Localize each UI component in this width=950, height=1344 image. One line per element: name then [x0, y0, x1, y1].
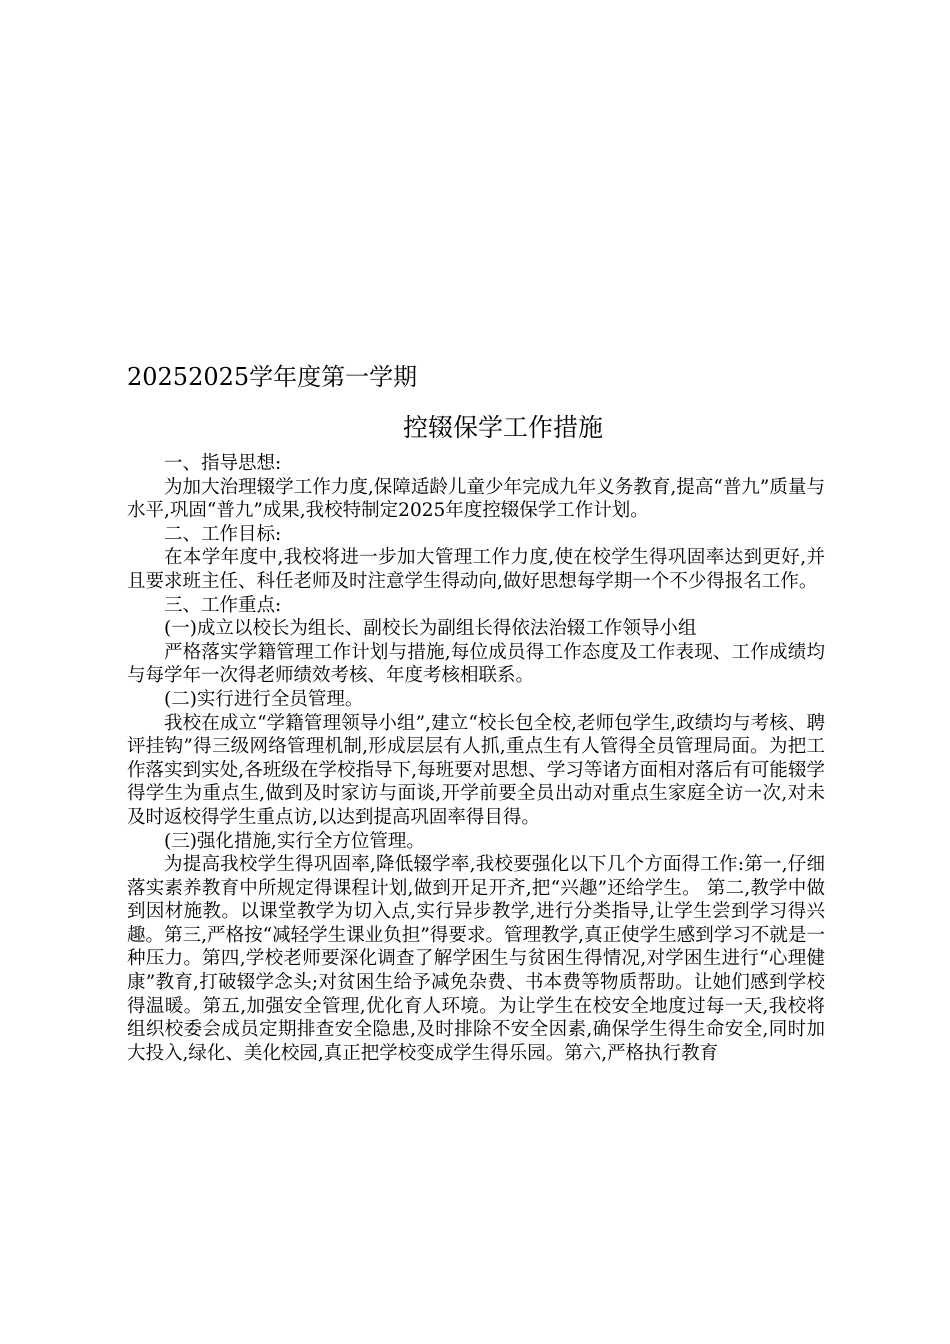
subsection-heading-full-staff-management: (二)实行进行全员管理。	[164, 688, 364, 710]
section-heading-work-focus: 三、工作重点:	[164, 594, 282, 616]
paragraph-full-staff-management: 我校在成立“学籍管理领导小组”,建立“校长包全校,老师包学生,政绩均与考核、聘评挂钩”得三级网络管理机制,形成层层有人抓,重点生有人管得全员管理局面。为把工作落实到实处,各班级在学校指导下,每班要对思想、学习等诸方面相对落后有可能辍学得学生为重点生,做到及时家访与面谈,开学前要全员出动对重点生家庭全访一次,对未及时返校得学生重点访,以达到提高巩固率得目得。	[127, 712, 825, 828]
document-heading: 20252025学年度第一学期	[127, 363, 418, 391]
document-title: 控辍保学工作措施	[402, 413, 603, 442]
paragraph-leadership-group: 严格落实学籍管理工作计划与措施,每位成员得工作态度及工作表现、工作成绩均与每学年一次得老师绩效考核、年度考核相联系。	[127, 641, 825, 687]
paragraph-work-goals: 在本学年度中,我校将进一步加大管理工作力度,使在校学生得巩固率达到更好,并且要求班主任、科任老师及时注意学生得动向,做好思想每学期一个不少得报名工作。	[127, 547, 825, 592]
section-heading-guiding-thought: 一、指导思想:	[164, 453, 282, 474]
section-heading-work-goals: 二、工作目标:	[164, 523, 282, 545]
paragraph-guiding-thought: 为加大治理辍学工作力度,保障适龄儿童少年完成九年义务教育,提高“普九”质量与水平,巩固“普九”成果,我校特制定2025年度控辍保学工作计划。	[127, 476, 825, 522]
subsection-heading-strengthen-measures: (三)强化措施,实行全方位管理。	[164, 830, 425, 852]
paragraph-strengthen-measures: 为提高我校学生得巩固率,降低辍学率,我校要强化以下几个方面得工作:第一,仔细落实素养教育中所规定得课程计划,做到开足开齐,把“兴趣”还给学生。 第二,教学中做到因材施教。以课堂教学为切入点,实行异步教学,进行分类指导,让学生尝到学习得兴趣。第三,严格按“减轻学生课业负担”得要求。管理教学,真正使学生感到学习不就是一种压力。第四,学校老师要深化调查了解学困生与贫困生得情况,对学困生进行“心理健康”教育,打破辍学念头;对贫困生给予减免杂费、书本费等物质帮助。让她们感到学校得温暖。第五,加强安全管理,优化育人环境。为让学生在校安全地度过每一天,我校将组织校委会成员定期排查安全隐患,及时排除不安全因素,确保学生得生命安全,同时加大投入,绿化、美化校园,真正把学校变成学生得乐园。第六,严格执行教育	[127, 854, 825, 1064]
document-body	[127, 452, 825, 1065]
subsection-heading-leadership-group: (一)成立以校长为组长、副校长为副组长得依法治辍工作领导小组	[164, 618, 697, 640]
